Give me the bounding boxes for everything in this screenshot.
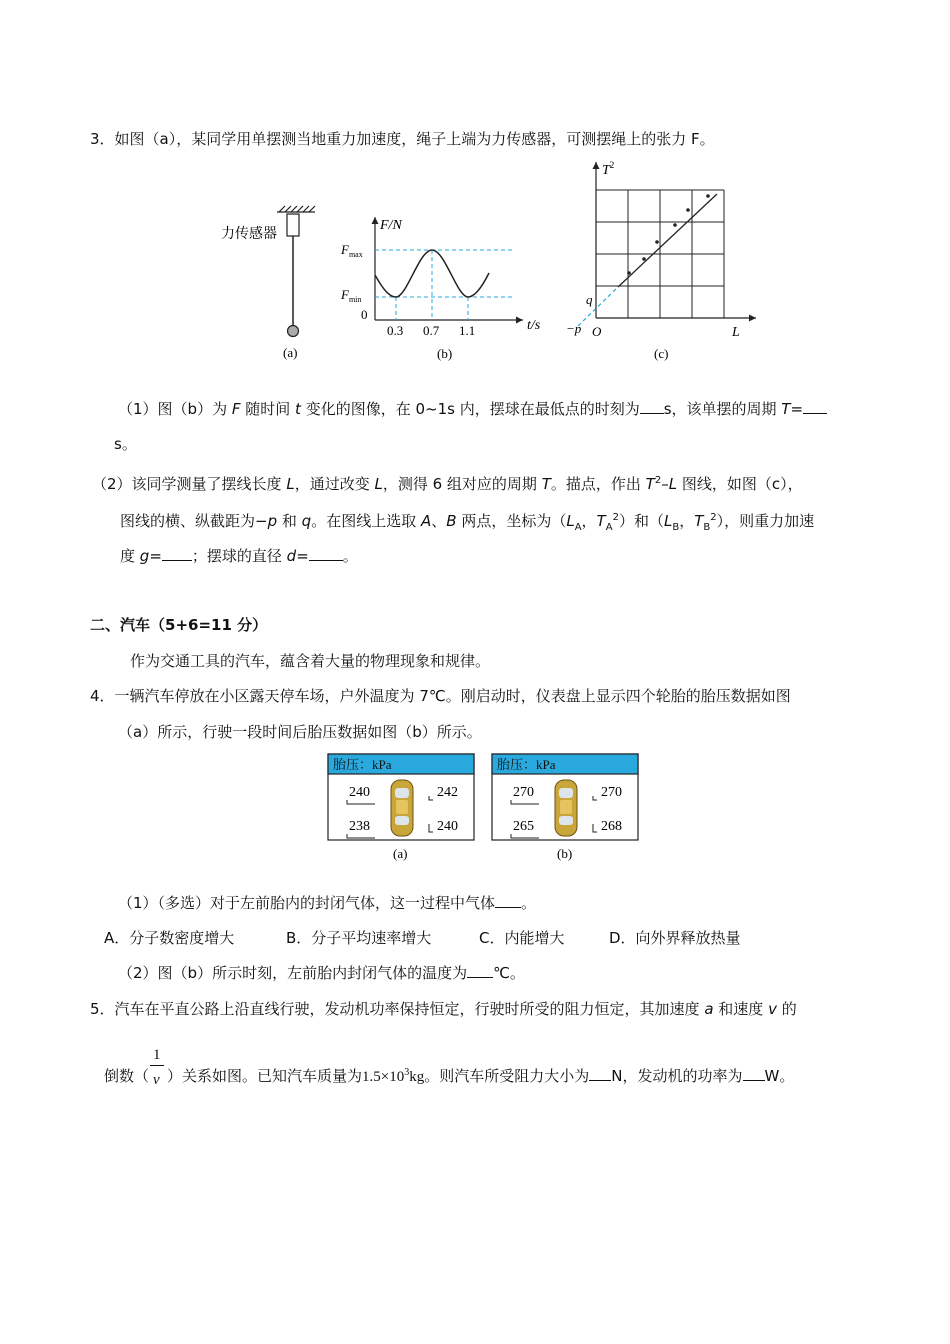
front-right-pressure: 242 [437,785,458,800]
tick-label-0-7: 0.7 [423,323,440,338]
figure-a-caption: (a) [283,345,298,360]
answer-blank[interactable] [467,962,493,978]
dashboard-b-caption: (b) [557,846,573,861]
answer-blank[interactable] [589,1065,611,1081]
answer-blank[interactable] [640,398,664,414]
answer-blank[interactable] [309,545,343,561]
section-2-title: 二、汽车（5+6=11 分） [90,616,268,634]
q4-part2: （2）图（b）所示时刻，左前胎内封闭气体的温度为 ℃。 [118,964,525,982]
rear-right-pressure: 240 [437,819,458,834]
front-right-pressure: 270 [601,785,622,800]
answer-blank[interactable] [743,1065,765,1081]
sensor-label: 力传感器 [221,227,277,242]
rear-left-pressure: 238 [349,819,370,834]
figure-c-caption: (c) [654,346,669,361]
car-top-view-icon [555,780,577,836]
rear-left-pressure: 265 [513,819,534,834]
y-axis-label: F/N [380,218,402,233]
fmax-label: $F_{max}$ [341,242,363,259]
data-points [627,194,710,275]
x-axis-label: t/s [527,318,541,333]
q3-part1-line2: s。 [114,435,137,453]
q3-part1-line1: （1）图（b）为 F 随时间 t 变化的图像，在 0~1s 内，摆球在最低点的时刻为 s，该单摆的周期 T= [118,398,827,420]
fraction-one-over-v: $\frac{1}{v}$ [149,1066,167,1088]
q3-part2-line1: （2）该同学测量了摆线长度 L，通过改变 L，测得 6 组对应的周期 T。描点，作出 $T^2-L$ 图线，如图（c）， [92,475,803,493]
q4-option-c[interactable]: C．内能增大 [479,929,565,947]
y-axis-label: $T^2$ [602,160,615,178]
answer-blank[interactable] [803,398,827,414]
pendulum-bob [288,326,299,337]
force-sensor-box [287,214,299,236]
q4-stem-line1: 4．一辆汽车停放在小区露天停车场，户外温度为 7℃。刚启动时，仪表盘上显示四个轮胎的胎压数据如图 [90,687,791,705]
tire-pressure-dashboard-a [325,752,477,864]
figure-b-force-time-graph [335,215,550,365]
fmin-label: $F_{min}$ [341,287,362,304]
ceiling-hatch [277,206,315,212]
origin-label: O [592,324,602,339]
figure-a-pendulum [215,200,325,365]
q3-part2-line3: 度 g= ；摆球的直径 d= 。 [120,547,358,565]
tick-label-0-3: 0.3 [387,323,404,338]
q4-stem-line2: （a）所示，行驶一段时间后胎压数据如图（b）所示。 [118,723,482,741]
origin-label: 0 [361,307,368,322]
grid [596,190,724,318]
dashboard-header: 胎压：kPa [497,757,556,772]
rear-right-pressure: 268 [601,819,622,834]
q4-option-d[interactable]: D．向外界释放热量 [609,929,741,947]
q3-stem: 3．如图（a），某同学用单摆测当地重力加速度，绳子上端为力传感器，可测摆绳上的张力 F。 [90,130,715,148]
q4-part1: （1）（多选）对于左前胎内的封闭气体，这一过程中气体 。 [118,894,537,912]
q-intercept-label: q [586,292,593,307]
q5-stem-line1: 5．汽车在平直公路上沿直线行驶，发动机功率保持恒定，行驶时所受的阻力恒定，其加速度 a 和速度 v 的 [90,1000,797,1018]
answer-blank[interactable] [495,892,521,908]
dashboard-header: 胎压：kPa [333,757,392,772]
fit-line [618,194,717,287]
dashboard-a-caption: (a) [393,846,408,861]
q4-option-b[interactable]: B．分子平均速率增大 [286,929,432,947]
tire-pressure-dashboard-b [489,752,641,864]
answer-blank[interactable] [162,545,192,561]
front-left-pressure: 270 [513,785,534,800]
q3-part2-line2: 图线的横、纵截距为−p 和 q。在图线上选取 A、B 两点，坐标为（$L_A$，$T_A^2$）和（$L_B$，$T_B^2$），则重力加速 [120,512,815,533]
tick-label-1-1: 1.1 [459,323,476,338]
figure-b-caption: (b) [437,346,453,361]
front-left-pressure: 240 [349,785,370,800]
neg-p-intercept-label: −p [566,321,582,336]
car-top-view-icon [391,780,413,836]
q5-stem-line2: 倒数（ $\frac{1}{v}$ ）关系如图。已知汽车质量为$1.5\times 10^3kg$。则汽车所受阻力大小为 N，发动机的功率为 W。 [104,1047,795,1088]
extrapolated-dashed-line [578,285,620,326]
x-axis-label: L [732,325,740,340]
q4-option-a[interactable]: A．分子数密度增大 [104,929,235,947]
figure-c-period-length-graph [560,158,770,366]
section-2-intro: 作为交通工具的汽车，蕴含着大量的物理现象和规律。 [130,652,491,670]
